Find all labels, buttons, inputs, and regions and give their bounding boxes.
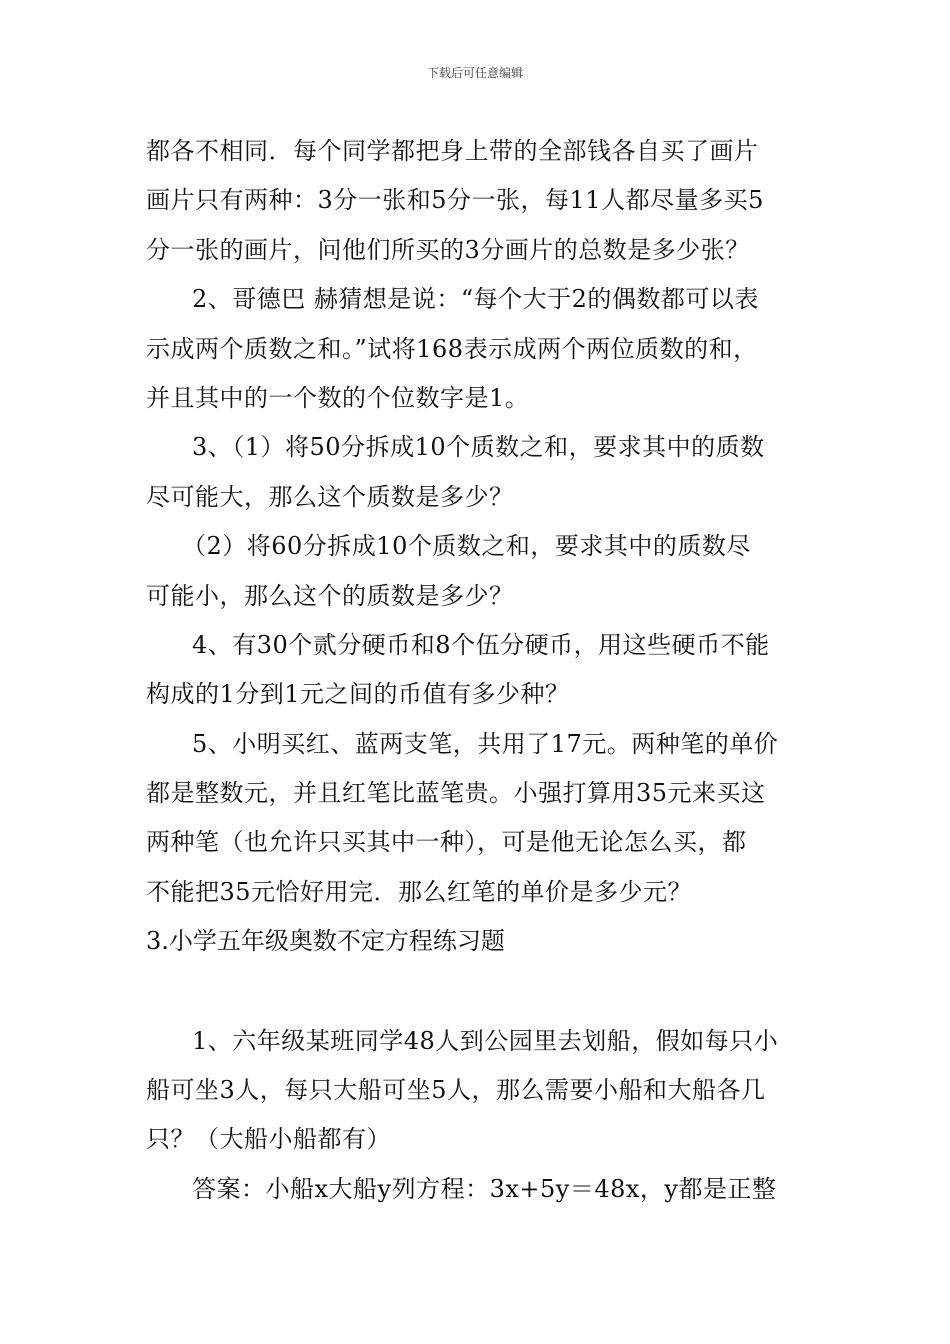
text-line: 并且其中的一个数的个位数字是1。 xyxy=(146,383,530,412)
text-line: 只？（大船小船都有） xyxy=(146,1125,391,1154)
page-header-note: 下载后可任意编辑 xyxy=(426,66,523,80)
text-line: 示成两个质数之和。”试将168表示成两个两位质数的和， xyxy=(146,334,758,363)
text-line: 都是整数元，并且红笔比蓝笔贵。小强打算用35元来买这 xyxy=(146,779,766,808)
problem-5-line: 5、小明买红、蓝两支笔，共用了17元。两种笔的单价 xyxy=(192,729,779,758)
answer-line: 答案：小船x大船y列方程：3x+5y＝48x，y都是正整 xyxy=(192,1174,777,1203)
text-line: 船可坐3人，每只大船可坐5人，那么需要小船和大船各几 xyxy=(146,1076,766,1105)
blank-gap xyxy=(146,967,816,1017)
text-line: 都各不相同．每个同学都把身上带的全部钱各自买了画片 xyxy=(146,137,759,165)
text-line: 不能把35元恰好用完．那么红笔的单价是多少元？ xyxy=(146,877,693,906)
text-line: 可能小，那么这个的质数是多少？ xyxy=(146,581,514,610)
exercise-1-line: 1、六年级某班同学48人到公园里去划船，假如每只小 xyxy=(192,1026,779,1055)
text-line: 构成的1分到1元之间的币值有多少种？ xyxy=(146,680,570,709)
problem-2-line: 2、哥德巴 赫猜想是说：“每个大于2的偶数都可以表 xyxy=(192,285,759,314)
problem-4-line: 4、有30个贰分硬币和8个伍分硬币，用这些硬币不能 xyxy=(192,630,770,659)
text-line: 两种笔（也允许只买其中一种），可是他无论怎么买，都 xyxy=(146,828,747,857)
text-line: 分一张的画片，问他们所买的3分画片的总数是多少张？ xyxy=(146,235,750,264)
text-line: 尽可能大，那么这个质数是多少？ xyxy=(146,482,514,511)
problem-3-part-2-line: （2）将60分拆成10个质数之和，要求其中的质数尽 xyxy=(182,532,751,561)
text-line: 画片只有两种：3分一张和5分一张，每11人都尽量多买5 xyxy=(146,186,764,215)
problem-3-line: 3、（1）将50分拆成10个质数之和，要求其中的质数 xyxy=(192,433,765,462)
section-heading: 3.小学五年级奥数不定方程练习题 xyxy=(146,927,505,956)
document-body xyxy=(146,127,816,1214)
